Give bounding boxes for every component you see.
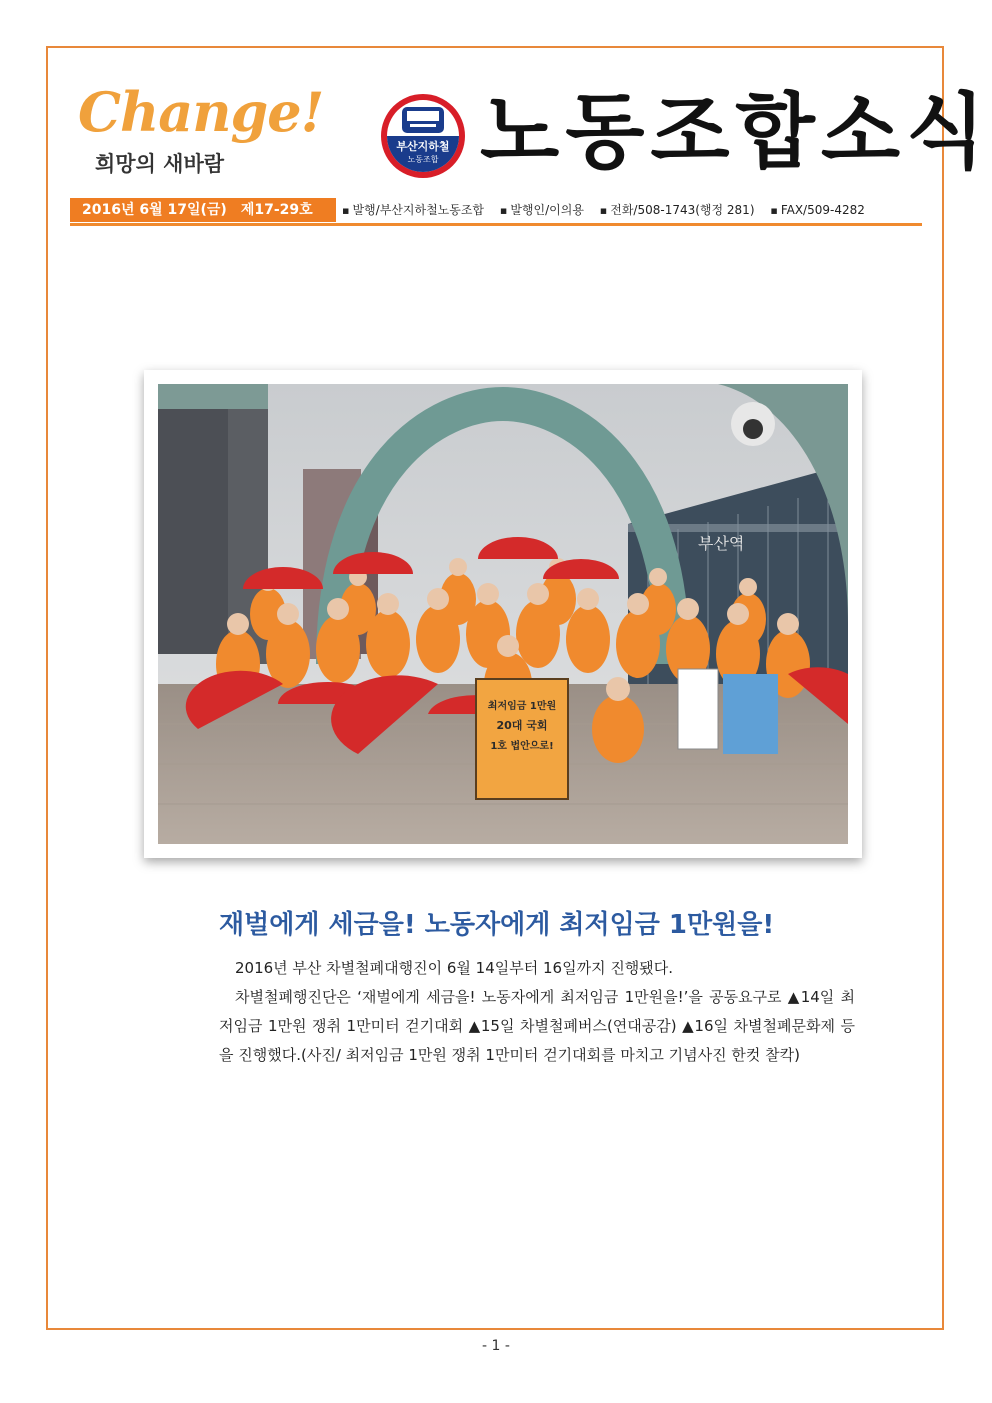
logo-subtext: 노동조합 (407, 155, 439, 164)
editor: ▪ 발행인/이의용 (500, 203, 584, 217)
article-headline: 재벌에게 세금을! 노동자에게 최저임금 1만원을! (219, 910, 775, 940)
article-body (219, 954, 855, 1070)
brand-title: Change! (78, 80, 324, 144)
issue-number: 제17-29호 (240, 202, 313, 218)
photo-frame (144, 370, 862, 858)
sign-line-3: 1호 법안으로! (490, 741, 554, 752)
sign-line-2: 20대 국회 (496, 719, 548, 732)
header-rule (70, 223, 922, 226)
logo-text: 부산지하철 (396, 140, 450, 153)
publication-info (342, 198, 877, 222)
issue-date: 2016년 6월 17일(금) (82, 202, 227, 218)
issue-info-bar (70, 198, 922, 222)
union-logo (380, 93, 466, 179)
publisher: ▪ 발행/부산지하철노동조합 (342, 203, 484, 217)
brand-slogan: 희망의 새바람 (95, 151, 225, 176)
station-sign: 부산역 (698, 534, 745, 553)
phone: ▪ 전화/508-1743(행정 281) (600, 203, 755, 217)
issue-date-box (70, 198, 336, 222)
article-paragraph-1: 2016년 부산 차별철폐대행진이 6월 14일부터 16일까지 진행됐다. (235, 959, 674, 977)
fax: ▪ FAX/509-4282 (770, 203, 865, 217)
masthead-title: 노동조합소식 (480, 84, 992, 180)
article-paragraph-2: 차별철폐행진단은 ‘재벌에게 세금을! 노동자에게 최저임금 1만원을!’을 공동요구로 ▲14일 최저임금 1만원 쟁취 1만미터 걷기대회 ▲15일 차별철폐버스(연대공감) ▲16일 차별철폐문화제 등을 진행했다.(사진/ 최저임금 1만원 쟁취 1만미터 걷기대회를 마치고 기념사진 한컷 찰칵) (219, 988, 855, 1064)
sign-line-1: 최저임금 1만원 (487, 701, 557, 712)
page-number: - 1 - (482, 1338, 510, 1354)
rally-photo (158, 384, 848, 844)
